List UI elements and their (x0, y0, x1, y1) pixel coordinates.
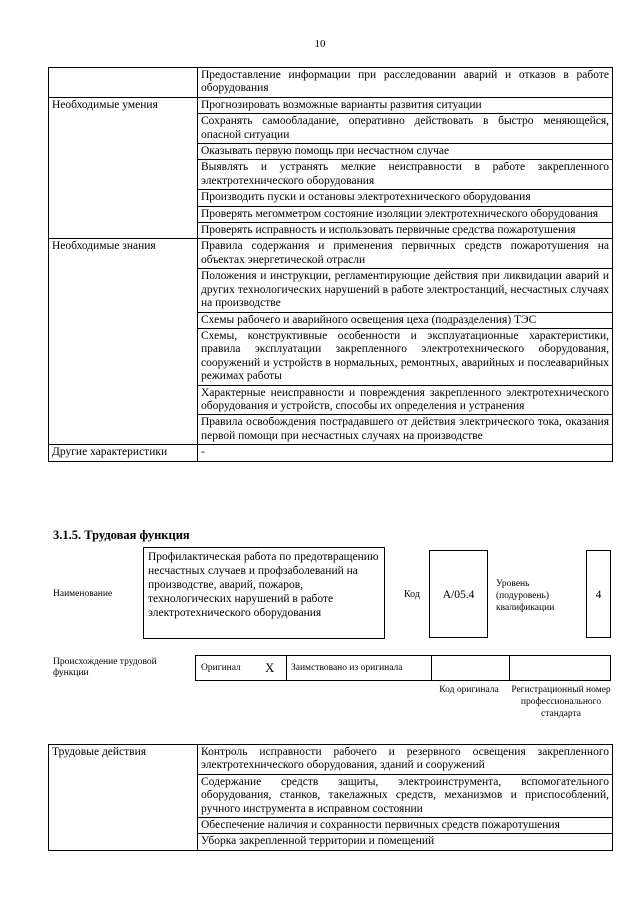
table-row (49, 68, 613, 98)
row-label (49, 68, 198, 98)
reg-caption: Регистрационный номер профессионального стандарта (511, 685, 611, 719)
table-cell: Проверять исправность и использовать первичные средства пожаротушения (198, 223, 613, 239)
level-value: 4 (586, 550, 611, 638)
table-cell: Положения и инструкции, регламентирующие действия при ликвидации аварий и других технологических нарушений в работе электростанций, несчастных случаях на производстве (198, 269, 613, 312)
table-row (49, 97, 613, 113)
original-label: Оригинал (201, 663, 241, 673)
function-code: А/05.4 (429, 550, 488, 638)
table-cell: Характерные неисправности и повреждения закрепленного электротехнического оборудования и устройств, способы их определения и устранения (198, 385, 613, 415)
code-label: Код (404, 589, 420, 600)
row-label-actions: Трудовые действия (49, 745, 198, 851)
origin-row (195, 655, 611, 681)
table-cell: Предоставление информации при расследовании аварий и отказов в работе оборудования (198, 68, 613, 98)
level-label: Уровень (подуровень) квалификации (496, 579, 555, 613)
table-row (49, 445, 613, 461)
divider (431, 655, 432, 681)
name-label: Наименование (53, 589, 113, 599)
table-cell: Схемы рабочего и аварийного освещения цеха (подразделения) ТЭС (198, 312, 613, 328)
actions-table (48, 744, 613, 851)
table-cell: Схемы, конструктивные особенности и эксплуатационные характеристики, правила эксплуатации закрепленного электротехнического оборудования, сооружений и устройств в нормальных, ремонтных, аварийных и послеаварийных режимах работы (198, 328, 613, 385)
table-cell: Прогнозировать возможные варианты развития ситуации (198, 97, 613, 113)
competency-table (48, 67, 613, 462)
original-mark: X (265, 660, 275, 675)
table-cell: Проверять мегомметром состояние изоляции электротехнического оборудования (198, 206, 613, 222)
code-caption: Код оригинала (439, 685, 499, 695)
table-cell: Контроль исправности рабочего и резервного освещения закрепленного электротехнического оборудования, зданий и сооружений (198, 745, 613, 775)
row-label-knowledge: Необходимые знания (49, 239, 198, 445)
origin-label: Происхождение трудовой функции (53, 657, 157, 678)
table-cell: Уборка закрепленной территории и помещений (198, 834, 613, 850)
table-cell: Правила содержания и применения первичных средств пожаротушения на объектах энергетической отрасли (198, 239, 613, 269)
table-cell: - (198, 445, 613, 461)
table-cell: Правила освобождения пострадавшего от действия электрического тока, оказания первой помощи при несчастных случаях на производстве (198, 415, 613, 445)
table-cell: Производить пуски и остановы электротехнического оборудования (198, 190, 613, 206)
page-number: 10 (314, 38, 326, 50)
row-label-other: Другие характеристики (49, 445, 198, 461)
section-title: 3.1.5. Трудовая функция (53, 528, 190, 542)
table-cell: Сохранять самообладание, оперативно действовать в быстро меняющейся, опасной ситуации (198, 114, 613, 144)
table-cell: Обеспечение наличия и сохранности первичных средств пожаротушения (198, 818, 613, 834)
table-cell: Выявлять и устранять мелкие неисправности в работе закрепленного электротехнического оборудования (198, 160, 613, 190)
table-row (49, 239, 613, 269)
divider (509, 655, 510, 681)
table-cell: Содержание средств защиты, электроинструмента, вспомогательного оборудования, станков, такелажных средств, механизмов и приспособлений, ручного инструмента в исправном состоянии (198, 774, 613, 817)
table-cell: Оказывать первую помощь при несчастном случае (198, 144, 613, 160)
divider (286, 655, 287, 681)
borrowed-label: Заимствовано из оригинала (291, 663, 403, 673)
row-label-skills: Необходимые умения (49, 97, 198, 239)
table-row (49, 745, 613, 775)
function-name: Профилактическая работа по предотвращению несчастных случаев и профзаболеваний на производстве, аварий, пожаров, технологических нарушений в работе электротехнического оборудования (143, 547, 385, 639)
